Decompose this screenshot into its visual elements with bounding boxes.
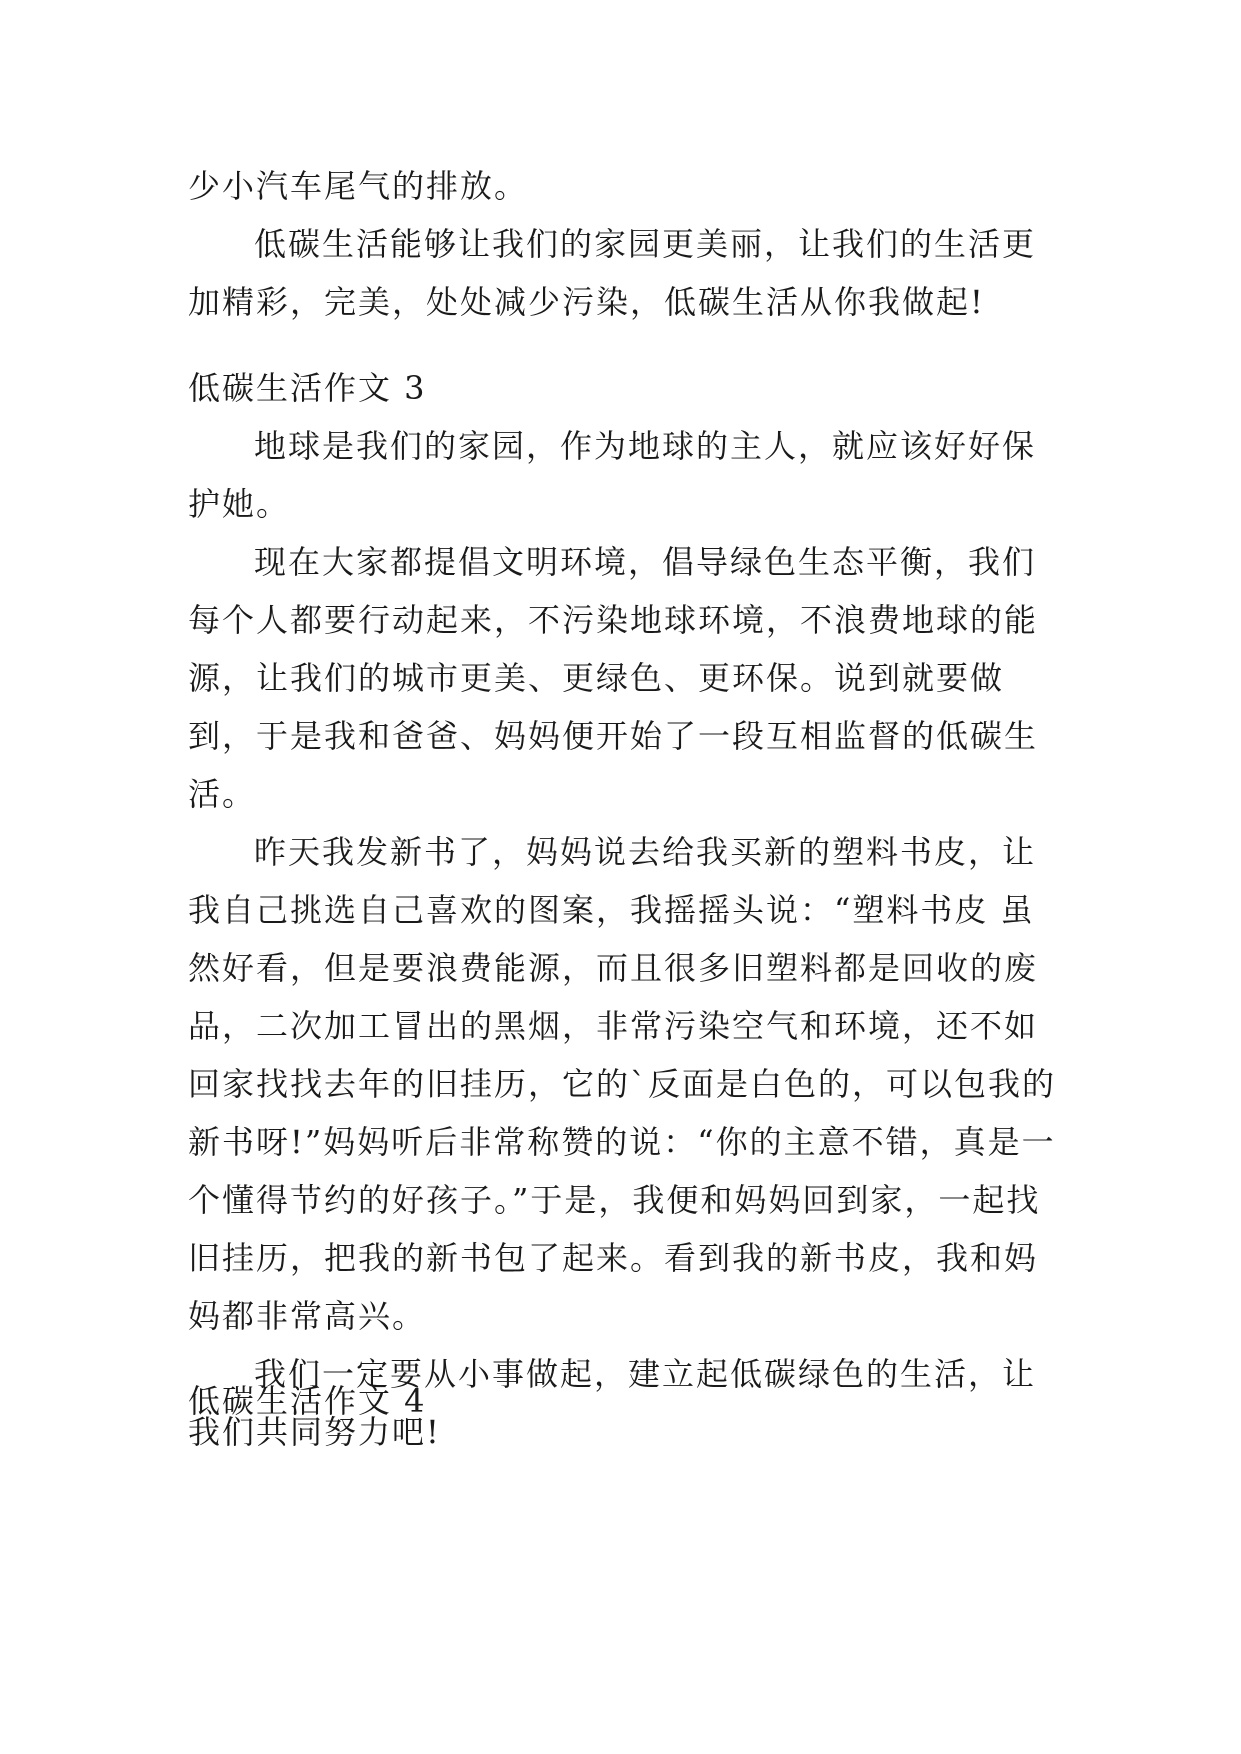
intro-text [188, 157, 1058, 331]
essay-3-paragraph-4: 我们一定要从小事做起，建立起低碳绿色的生活，让我们共同努力吧! [188, 1355, 1037, 1451]
essay-4-heading: 低碳生活作文 4 [188, 1382, 427, 1420]
intro-line: 少小汽车尾气的排放。 [188, 167, 529, 205]
essay-4-section [188, 1372, 1058, 1430]
essay-3-heading: 低碳生活作文 3 [188, 369, 427, 407]
essay-3-paragraph-2: 现在大家都提倡文明环境，倡导绿色生态平衡，我们每个人都要行动起来，不污染地球环境，不浪费地球的能源，让我们的城市更美、更绿色、更环保。说到就要做到，于是我和爸爸、妈妈便开始了一段互相监督的低碳生活。 [188, 543, 1039, 813]
essay-3-section [188, 359, 1058, 1461]
essay-3-paragraph-1: 地球是我们的家园，作为地球的主人，就应该好好保护她。 [188, 427, 1037, 523]
essay-3-paragraph-3: 昨天我发新书了，妈妈说去给我买新的塑料书皮，让我自己挑选自己喜欢的图案，我摇摇头说：“塑料书皮 虽然好看，但是要浪费能源，而且很多旧塑料都是回收的废品，二次加工冒出的黑烟，非常污染空气和环境，还不如回家找找去年的旧挂历，它的`反面是白色的，可以包我的新书呀!”妈妈听后非常称赞的说：“你的主意不错，真是一个懂得节约的好孩子。”于是，我便和妈妈回到家，一起找旧挂历，把我的新书包了起来。看到我的新书皮，我和妈妈都非常高兴。 [188, 833, 1057, 1335]
closing-paragraph: 低碳生活能够让我们的家园更美丽，让我们的生活更加精彩，完美，处处减少污染，低碳生活从你我做起! [188, 225, 1037, 321]
